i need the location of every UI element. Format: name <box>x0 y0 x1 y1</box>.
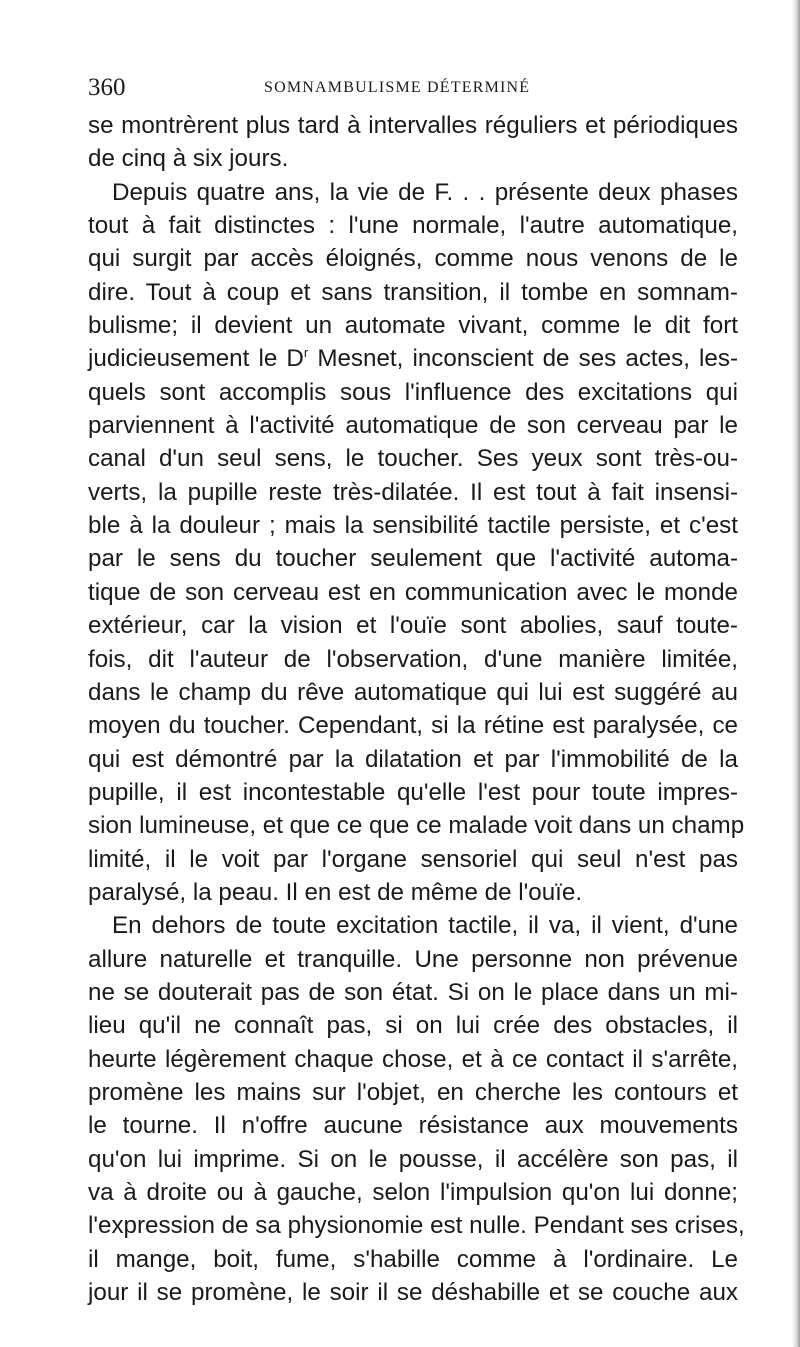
text-line: va à droite ou à gauche, selon l'impulsion qu'on lui donne; <box>88 1179 738 1206</box>
text-line: le tourne. Il n'offre aucune résistance aux mouvements <box>88 1112 738 1140</box>
text-line: parviennent à l'activité automatique de son cerveau par le <box>88 412 738 440</box>
text-line: lieu qu'il ne connaît pas, si on lui crée des obstacles, il <box>88 1012 738 1040</box>
running-head: SOMNAMBULISME DÉTERMINÉ <box>264 79 531 96</box>
text-line: moyen du toucher. Cependant, si la rétine est paralysée, ce <box>88 712 738 740</box>
superscript-r: r <box>303 345 309 361</box>
text-line: qui surgit par accès éloignés, comme nous venons de le <box>88 245 738 273</box>
text-line: Depuis quatre ans, la vie de F. . . présente deux phases <box>112 178 738 206</box>
text-line: extérieur, car la vision et l'ouïe sont abolies, sauf toute- <box>88 612 738 640</box>
text-line: tique de son cerveau est en communication avec le monde <box>88 578 738 606</box>
text-line: dans le champ du rêve automatique qui lui est suggéré au <box>88 678 738 706</box>
body-text <box>88 109 745 1309</box>
text-line: jour il se promène, le soir il se déshabille et se couche aux <box>88 1279 738 1307</box>
text-line: limité, il le voit par l'organe sensoriel qui seul n'est pas <box>88 845 738 873</box>
text-line: par le sens du toucher seulement que l'activité automa- <box>88 545 738 573</box>
text-line: il mange, boit, fume, s'habille comme à l'ordinaire. Le <box>88 1245 738 1273</box>
text-line: de cinq à six jours. <box>88 145 289 173</box>
page-header <box>88 74 748 102</box>
page-edge-shadow <box>792 0 800 1347</box>
text-line: canal d'un seul sens, le toucher. Ses yeux sont très-ou- <box>88 445 738 473</box>
text-line: pupille, il est incontestable qu'elle l'est pour toute impres- <box>88 778 738 806</box>
text-line: fois, dit l'auteur de l'observation, d'une manière limitée, <box>88 645 738 673</box>
text-line: bulisme; il devient un automate vivant, comme le dit fort <box>88 312 738 340</box>
text-line: heurte légèrement chaque chose, et à ce contact il s'arrête, <box>88 1045 738 1073</box>
text-line: qu'on lui imprime. Si on le pousse, il accélère son pas, il <box>88 1145 738 1173</box>
text-line: ble à la douleur ; mais la sensibilité tactile persiste, et c'est <box>88 512 738 540</box>
text-line: sion lumineuse, et que ce que ce malade voit dans un champ <box>88 812 745 840</box>
text-line: verts, la pupille reste très-dilatée. Il est tout à fait insensi- <box>88 478 738 506</box>
text-line <box>88 342 738 375</box>
text-line: quels sont accomplis sous l'influence des excitations qui <box>88 378 738 406</box>
text-line: se montrèrent plus tard à intervalles réguliers et périodiques <box>88 112 738 139</box>
text-line: ne se douterait pas de son état. Si on le place dans un mi- <box>88 978 738 1006</box>
text-line: paralysé, la peau. Il en est de même de l'ouïe. <box>88 878 583 906</box>
text-line: l'expression de sa physionomie est nulle. Pendant ses crises, <box>88 1212 745 1240</box>
text-segment: judicieusement le D <box>88 345 304 373</box>
text-line: promène les mains sur l'objet, en cherche les contours et <box>88 1078 738 1106</box>
text-line: En dehors de toute excitation tactile, il va, il vient, d'une <box>112 912 738 940</box>
page-number: 360 <box>88 74 126 101</box>
text-segment: Mesnet, inconscient de ses actes, les- <box>308 345 739 373</box>
text-line: qui est démontré par la dilatation et par l'immobilité de la <box>88 745 738 773</box>
text-line: tout à fait distinctes : l'une normale, l'autre automatique, <box>88 212 738 240</box>
text-line: allure naturelle et tranquille. Une personne non prévenue <box>88 945 738 973</box>
text-line: dire. Tout à coup et sans transition, il tombe en somnam- <box>88 278 738 306</box>
